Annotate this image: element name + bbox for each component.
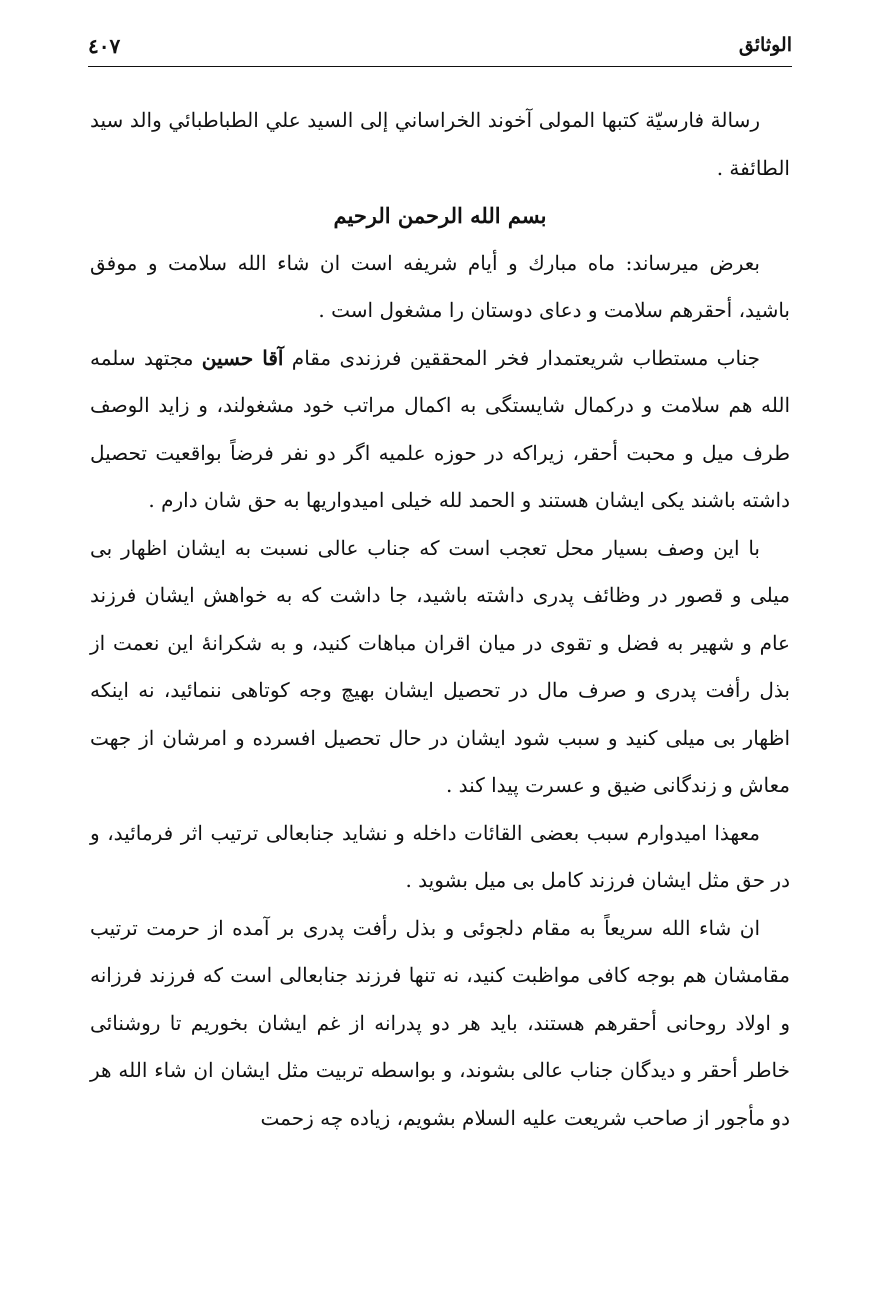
intro-paragraph: رسالة فارسيّة كتبها المولى آخوند الخراساني إلى السيد علي الطباطبائي والد سيد الطائفة . xyxy=(90,108,790,180)
document-body xyxy=(90,97,790,1142)
person-name: آقا حسين xyxy=(201,345,284,370)
header-rule xyxy=(88,66,792,67)
page-number: ٤٠٧ xyxy=(88,34,121,58)
page-header xyxy=(88,34,792,64)
paragraph-2 xyxy=(90,335,790,525)
paragraph-4: معهذا اميدوارم سبب بعضى القائات داخله و نشايد جنابعالى ترتيب اثر فرمائيد، و در حق مثل ايشان فرزند كامل بى ميل بشويد . xyxy=(90,820,790,892)
paragraph-1: بعرض ميرساند: ماه مبارك و أيام شريفه است ان شاء الله سلامت و موفق باشيد، أحقرهم سلامت و دعاى دوستان را مشغول است . xyxy=(90,250,790,322)
paragraph-2-before: جناب مستطاب شريعتمدار فخر المحققين فرزندى مقام xyxy=(283,345,760,370)
paragraph-3: با اين وصف بسيار محل تعجب است كه جناب عالى نسبت به ايشان اظهار بى ميلى و قصور در وظائف پدرى داشته باشيد، جا داشت كه به خواهش ايشان فرزند عام و شهير به فضل و تقوى در ميان اقران مباهات كنيد، و به شكرانۀ اين نعمت از بذل رأفت پدرى و صرف مال در تحصيل ايشان بهيچ وجه كوتاهى ننمائيد، نه اينكه اظهار بى ميلى كنيد و سبب شود ايشان در حال تحصيل افسرده و امرشان از جهت معاش و زندگانى ضيق و عسرت پيدا كند . xyxy=(90,535,790,797)
basmala-heading: بسم الله الرحمن الرحيم xyxy=(333,203,547,228)
running-title: الوثائق xyxy=(738,34,792,56)
paragraph-5: ان شاء الله سريعاً به مقام دلجوئى و بذل رأفت پدرى بر آمده از حرمت ترتيب مقامشان هم بوجه كافى مواظبت كنيد، نه تنها فرزند جنابعالى است كه فرزند فرزانه و اولاد روحانى أحقرهم هستند، بايد هر دو پدرانه از غم ايشان بخوريم تا روشنائى خاطر أحقر و ديدگان جناب عالى بشوند، و بواسطه تربيت مثل ايشان ان شاء الله هر دو مأجور از صاحب شريعت عليه السلام بشويم، زياده چه زحمت xyxy=(90,915,790,1130)
paragraph-2-after: مجتهد سلمه الله هم سلامت و دركمال شايستگى به اكمال مراتب خود مشغولند، و زايد الوصف طرف ميل و محبت أحقر، زيراكه در حوزه علميه اگر دو نفر فرضاً بواقعيت تحصيل داشته باشند يكى ايشان هستند و الحمد لله خيلى اميدواريها به حق شان دارم . xyxy=(90,345,790,512)
